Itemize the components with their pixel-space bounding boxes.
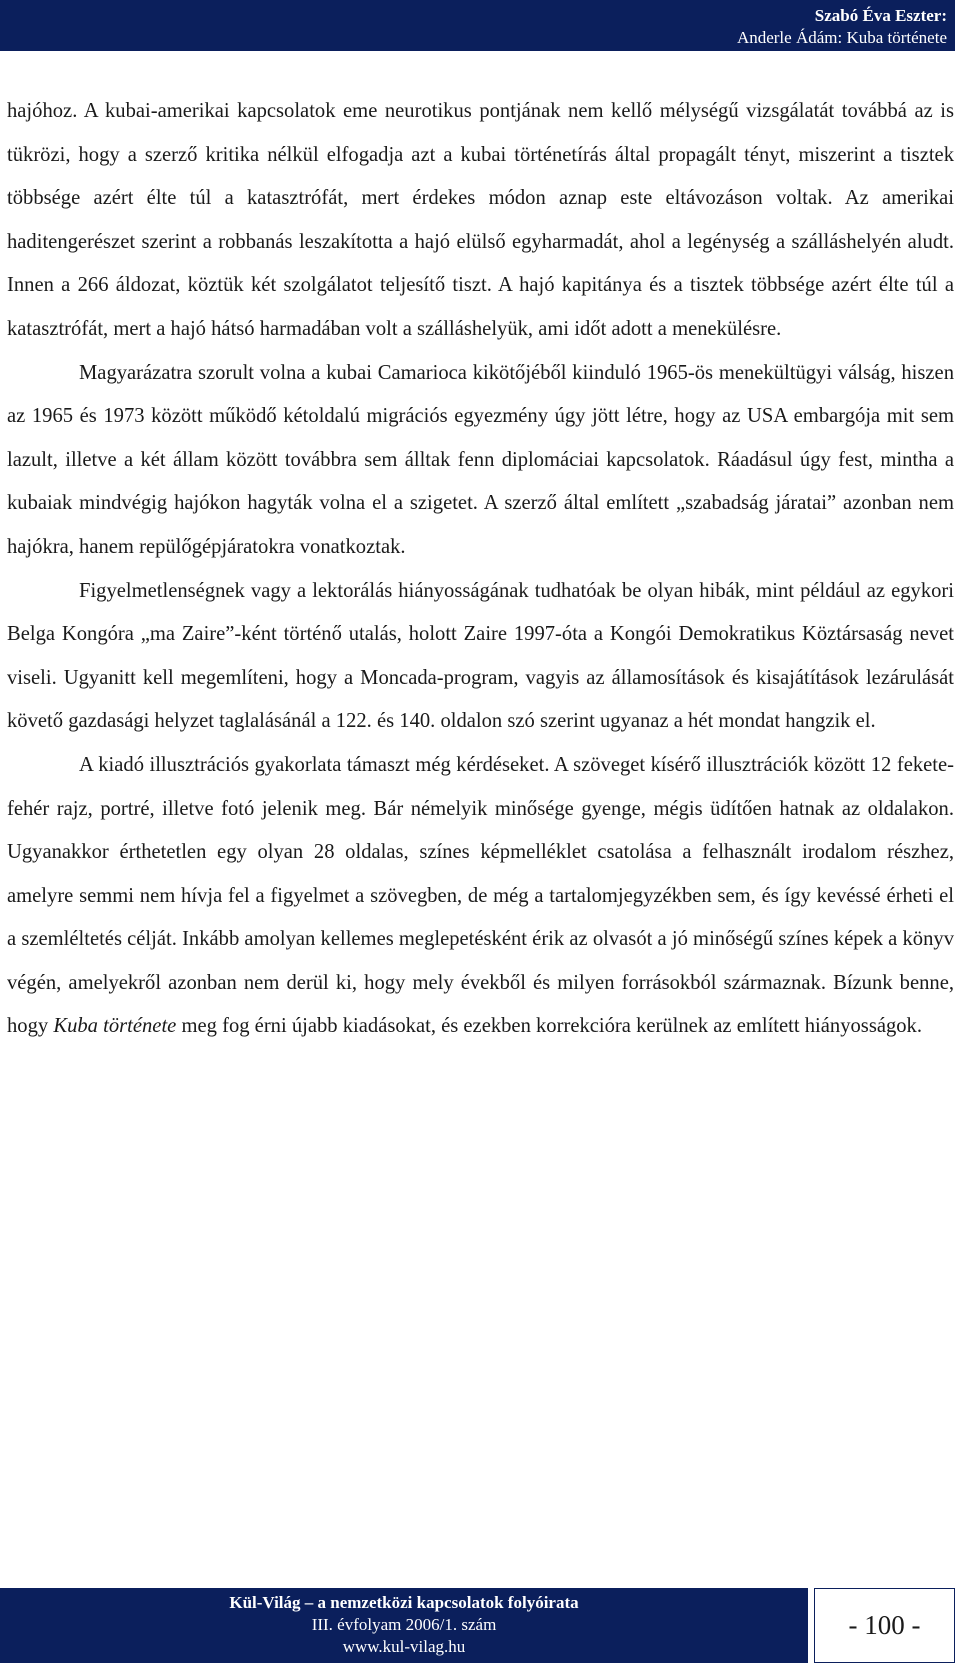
paragraph-4-text-after: meg fog érni újabb kiadásokat, és ezekben korrekcióra kerülnek az említett hiányosságok. (176, 1015, 923, 1038)
header-subject: Anderle Ádám: Kuba története (736, 28, 947, 47)
footer-journal-name: Kül-Világ – a nemzetközi kapcsolatok folyóirata (229, 1593, 579, 1612)
footer-website: www.kul-vilag.hu (342, 1637, 466, 1656)
footer-journal-info (0, 1588, 808, 1663)
header-author: Szabó Éva Eszter: (814, 6, 947, 25)
paragraph-4 (7, 744, 954, 1049)
page-footer (0, 1588, 955, 1663)
book-title: Kuba története (53, 1015, 177, 1038)
article-body (7, 90, 954, 1049)
paragraph-2: Magyarázatra szorult volna a kubai Camarioca kikötőjéből kiinduló 1965-ös menekültügyi válság, hiszen az 1965 és 1973 között működő kétoldalú migrációs egyezmény úgy jött létre, hogy az USA embargója mit sem lazult, illetve a két állam között továbbra sem álltak fenn diplomáciai kapcsolatok. Ráadásul úgy fest, mintha a kubaiak mindvégig hajókon hagyták volna el a szigetet. A szerző által említett „szabadság járatai” azonban nem hajókra, hanem repülőgépjáratokra vonatkoztak. (7, 361, 954, 558)
paragraph-4-text-before: A kiadó illusztrációs gyakorlata támaszt még kérdéseket. A szöveget kísérő illusztrációk között 12 fekete-fehér rajz, portré, illetve fotó jelenik meg. Bár némelyik minősége gyenge, mégis üdítően hatnak az oldalakon. Ugyanakkor érthetetlen egy olyan 28 oldalas, színes képmelléklet csatolása a felhasznált irodalom részhez, amelyre semmi nem hívja fel a figyelmet a szövegben, de még a tartalomjegyzékben sem, és így kevéssé érheti el a szemléltetés célját. Inkább amolyan kellemes meglepetésként érik az olvasót a jó minőségű színes képek a könyv végén, amelyekről azonban nem derül ki, hogy mely évekből és milyen forrásokból származnak. Bízunk benne, hogy (7, 753, 954, 1038)
paragraph-3: Figyelmetlenségnek vagy a lektorálás hiányosságának tudhatóak be olyan hibák, mint például az egykori Belga Kongóra „ma Zaire”-ként történő utalás, holott Zaire 1997-óta a Kongói Demokratikus Köztársaság nevet viseli. Ugyanitt kell megemlíteni, hogy a Moncada-program, vagyis az államosítások és kisajátítások lezárulását követő gazdasági helyzet taglalásánál a 122. és 140. oldalon szó szerint ugyanaz a hét mondat hangzik el. (7, 579, 954, 733)
running-header (0, 0, 955, 51)
paragraph-1: hajóhoz. A kubai-amerikai kapcsolatok eme neurotikus pontjának nem kellő mélységű vizsgálatát továbbá az is tükrözi, hogy a szerző kritika nélkül elfogadja azt a kubai történetírás által propagált tényt, miszerint a tisztek többsége azért élte túl a katasztrófát, mert érdekes módon aznap este eltávozáson voltak. Az amerikai haditengerészet szerint a robbanás leszakította a hajó elülső egyharmadát, ahol a legénység a szálláshelyén aludt. Innen a 266 áldozat, köztük két szolgálatot teljesítő tiszt. A hajó kapitánya és a tisztek többsége azért élte túl a katasztrófát, mert a hajó hátsó harmadában volt a szálláshelyük, ami időt adott a menekülésre. (7, 100, 954, 340)
page-number: - 100 - (814, 1588, 955, 1663)
footer-issue: III. évfolyam 2006/1. szám (311, 1615, 497, 1634)
